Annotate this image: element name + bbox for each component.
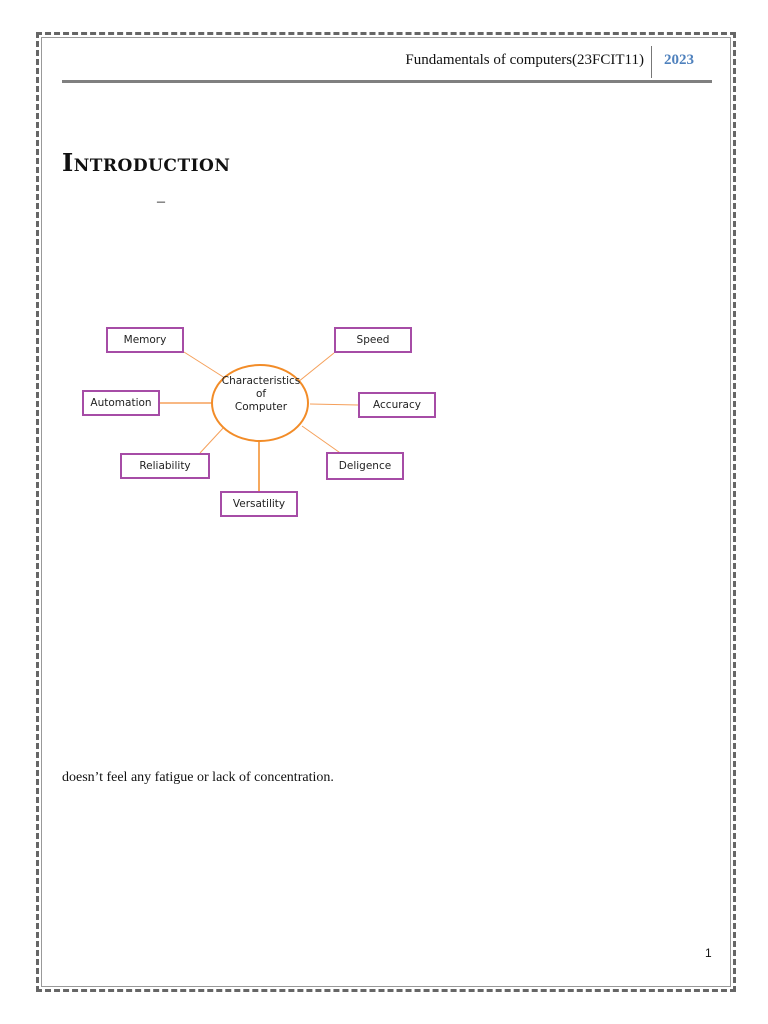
node-reliability: Reliability xyxy=(120,453,210,479)
header-divider xyxy=(651,46,652,78)
body-paragraph: doesn’t feel any fatigue or lack of concentration. xyxy=(62,770,334,785)
center-label-line-1: Characteristics xyxy=(221,375,301,387)
connector-accuracy xyxy=(310,404,358,405)
center-label-line-3: Computer xyxy=(234,401,288,413)
center-label xyxy=(212,375,310,414)
characteristics-diagram xyxy=(60,310,480,540)
dash-mark: – xyxy=(157,193,165,210)
node-memory: Memory xyxy=(106,327,184,353)
node-deligence: Deligence xyxy=(326,452,404,480)
node-versatility: Versatility xyxy=(220,491,298,517)
page-header xyxy=(62,46,712,82)
header-rule xyxy=(62,80,712,83)
node-accuracy: Accuracy xyxy=(358,392,436,418)
header-title: Fundamentals of computers(23FCIT11) xyxy=(405,52,644,68)
node-speed: Speed xyxy=(334,327,412,353)
section-heading: Introduction xyxy=(62,148,231,177)
connector-reliability xyxy=(200,426,225,453)
page-number: 1 xyxy=(705,946,712,960)
center-label-line-2: of xyxy=(255,388,267,400)
header-year: 2023 xyxy=(664,52,694,68)
node-automation: Automation xyxy=(82,390,160,416)
